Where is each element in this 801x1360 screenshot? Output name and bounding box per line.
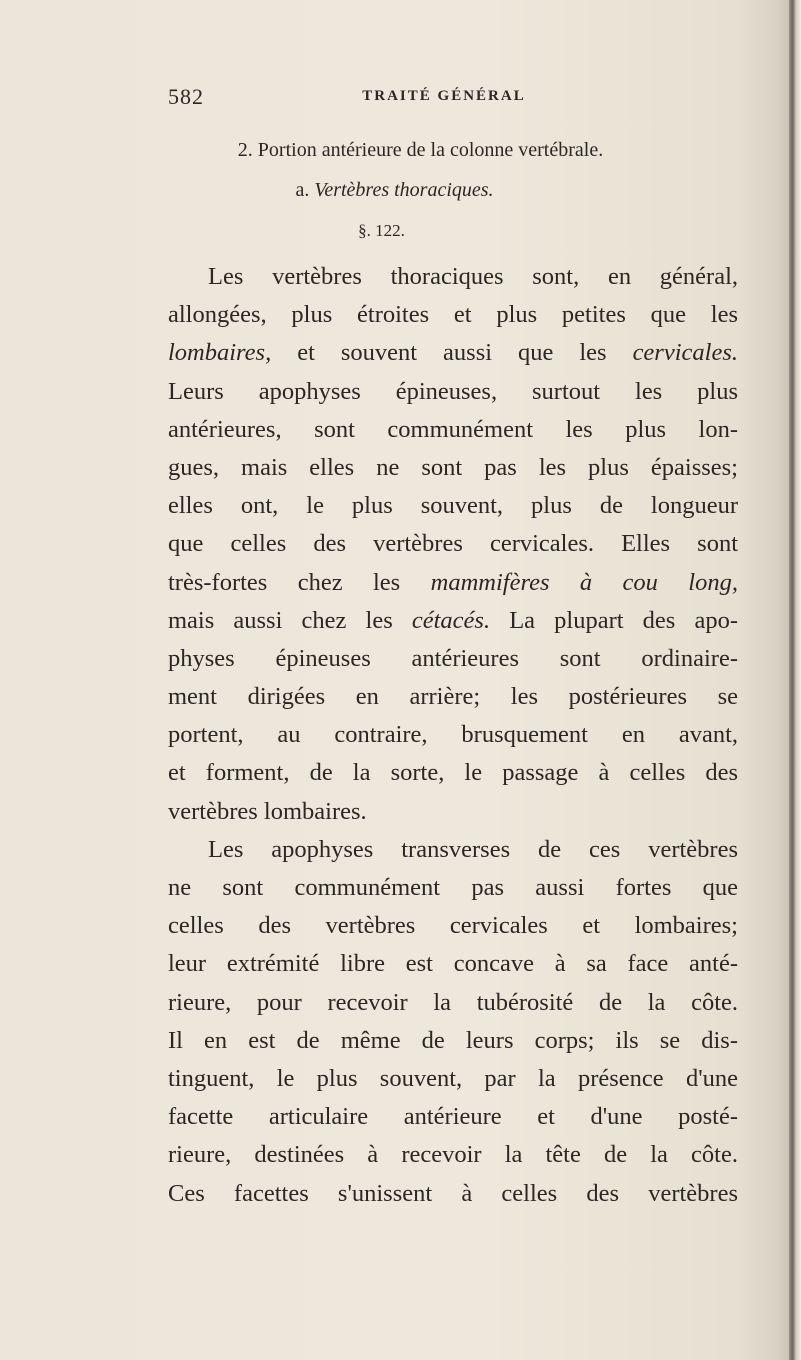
text-line: Les apophyses transverses de ces vertèbres [208,835,738,863]
text-line [168,602,738,640]
text-line [168,334,738,372]
text-line: rieure, pour recevoir la tubérosité de la côte. [168,988,738,1016]
text-line: Ces facettes s'unissent à celles des vertèbres [168,1179,738,1207]
text-line: allongées, plus étroites et plus petites que les [168,301,738,329]
text-line: elles ont, le plus souvent, plus de longueur [168,492,738,520]
part-heading: 2. Portion antérieure de la colonne vertébrale. [237,139,604,161]
text-fragment: mais aussi chez les [168,606,412,634]
text-line: et forment, de la sorte, le passage à celles des [168,759,738,787]
page-number: 582 [168,84,204,109]
text-line: gues, mais elles ne sont pas les plus épaisses; [168,453,738,481]
page-header [168,84,720,108]
section-number: §. 122. [358,221,405,240]
text-line: tinguent, le plus souvent, par la présence d'une [168,1064,738,1092]
text-line: portent, au contraire, brusquement en avant, [168,721,738,749]
text-line: leur extrémité libre est concave à sa face anté- [168,950,738,978]
italic-term: lombaires, [168,339,272,367]
subsection-prefix: a. [295,179,310,201]
text-line: vertèbres lombaires. [168,797,367,825]
text-line: ment dirigées en arrière; les postérieures se [168,683,738,711]
text-line: Il en est de même de leurs corps; ils se dis- [168,1026,738,1054]
text-line: rieure, destinées à recevoir la tête de la côte. [168,1141,738,1169]
text-fragment: et souvent aussi que les [271,339,633,367]
italic-term: cervicales. [632,339,738,367]
page-edge-shadow [789,0,801,1360]
text-line: que celles des vertèbres cervicales. Elles sont [168,530,738,558]
subsection-heading [0,179,795,202]
running-head: TRAITÉ GÉNÉRAL [362,88,526,104]
text-line: ne sont communément pas aussi fortes que [168,874,738,901]
body-text [168,258,738,1213]
text-line: physes épineuses antérieures sont ordinaire- [168,644,738,672]
text-fragment: La plupart des apo- [490,606,738,634]
text-line: celles des vertèbres cervicales et lombaires; [168,912,738,940]
text-line [168,564,738,602]
text-line: Leurs apophyses épineuses, surtout les plus [168,377,738,405]
text-fragment: très-fortes chez les [168,568,431,596]
text-line: antérieures, sont communément les plus lon- [168,415,738,443]
text-line: facette articulaire antérieure et d'une posté- [168,1103,738,1131]
italic-term: mammifères à cou long, [430,568,738,596]
italic-term: cétacés. [411,606,491,634]
subsection-title: Vertèbres thoraciques. [314,179,494,201]
text-line: Les vertèbres thoraciques sont, en général, [208,263,738,290]
